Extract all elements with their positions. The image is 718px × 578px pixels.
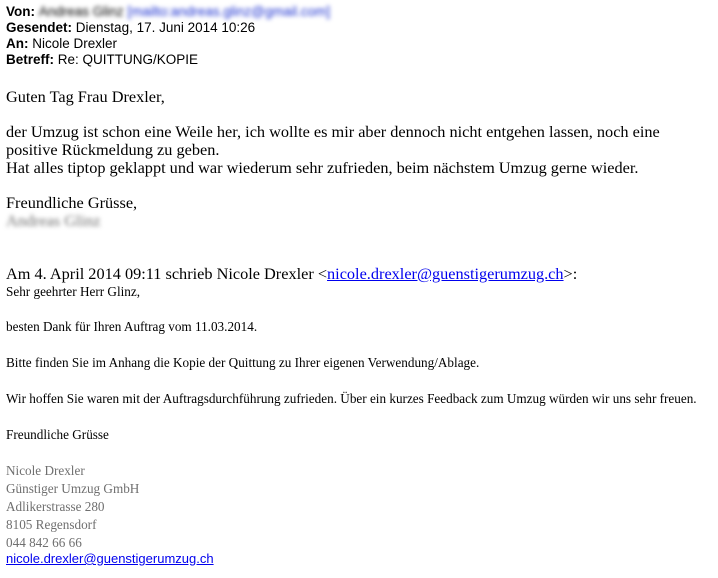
subject-value: Re: QUITTUNG/KOPIE — [57, 52, 199, 67]
quote-closing: Freundliche Grüsse — [6, 427, 109, 442]
signature-phone: 044 842 66 66 — [6, 535, 82, 550]
header-sent-row — [6, 20, 255, 36]
quote-line-2: Bitte finden Sie im Anhang die Kopie der Quittung zu Ihrer eigenen Verwendung/Ablage. — [6, 355, 480, 370]
reply-paragraph-1: der Umzug ist schon eine Weile her, ich wollte es mir aber dennoch nicht entgehen lassen, noch eine positive Rückmeldung zu geben. — [6, 122, 660, 159]
header-from-row — [6, 4, 330, 20]
header-to-row — [6, 36, 117, 52]
signature-city: 8105 Regensdorf — [6, 517, 97, 532]
from-email-redacted[interactable]: [mailto:andreas.glinz@gmail.com] — [127, 4, 331, 19]
from-name-redacted: Andreas Glinz — [38, 4, 124, 19]
signature-email-link[interactable]: nicole.drexler@guenstigerumzug.ch — [6, 551, 214, 566]
quote-salutation: Sehr geehrter Herr Glinz, — [6, 284, 141, 299]
signature-street: Adlikerstrasse 280 — [6, 499, 105, 514]
reply-closing: Freundliche Grüsse, — [6, 193, 138, 212]
quote-intro-email-link[interactable]: nicole.drexler@guenstigerumzug.ch — [327, 264, 564, 283]
reply-paragraph-2: Hat alles tiptop geklappt und war wiederum sehr zufrieden, beim nächstem Umzug gerne wieder. — [6, 158, 639, 177]
signature-company: Günstiger Umzug GmbH — [6, 481, 140, 496]
from-label: Von: — [6, 4, 35, 19]
reply-signature-redacted: Andreas Glinz — [6, 211, 101, 230]
to-label: An: — [6, 36, 29, 51]
quote-intro-suffix: >: — [563, 264, 578, 283]
to-value: Nicole Drexler — [32, 36, 118, 51]
sent-label: Gesendet: — [6, 20, 73, 35]
reply-signature-wrap — [6, 212, 101, 230]
quote-intro — [6, 265, 577, 283]
sent-value: Dienstag, 17. Juni 2014 10:26 — [75, 20, 256, 35]
subject-label: Betreff: — [6, 52, 55, 67]
quote-intro-prefix: Am 4. April 2014 09:11 schrieb Nicole Drexler < — [6, 264, 328, 283]
quote-line-3: Wir hoffen Sie waren mit der Auftragsdurchführung zufrieden. Über ein kurzes Feedback zum Umzug würden wir uns sehr freuen. — [6, 391, 697, 406]
reply-greeting: Guten Tag Frau Drexler, — [6, 87, 165, 106]
header-subject-row — [6, 52, 198, 68]
signature-name: Nicole Drexler — [6, 463, 85, 478]
quote-line-1: besten Dank für Ihren Auftrag vom 11.03.2014. — [6, 319, 258, 334]
